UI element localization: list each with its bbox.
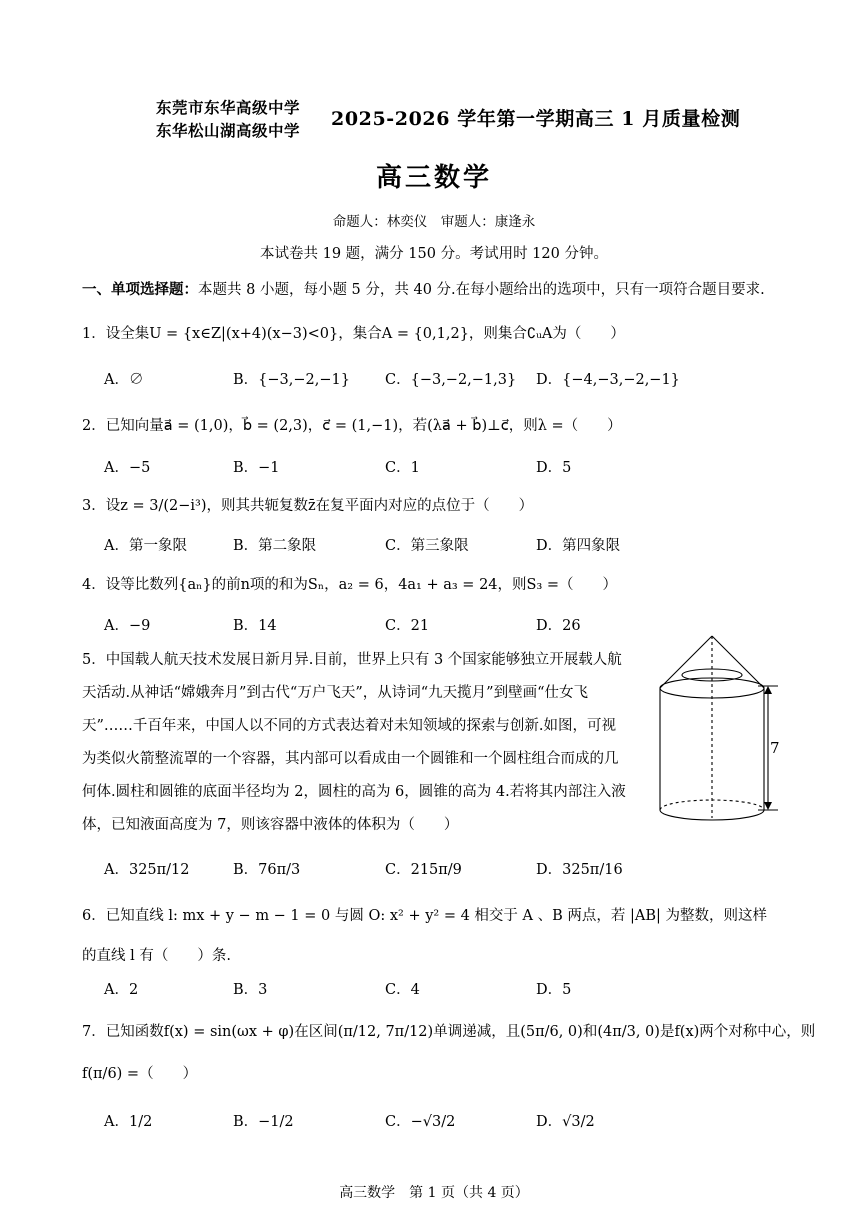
section-heading bbox=[82, 278, 765, 299]
question-4-option-d: D．26 bbox=[536, 618, 581, 634]
question-3-option-b: B．第二象限 bbox=[233, 538, 317, 554]
question-2-option-c: C．1 bbox=[385, 460, 420, 476]
subject-title: 高三数学 bbox=[375, 163, 492, 193]
question-2-option-a: A．−5 bbox=[104, 460, 151, 476]
question-4-option-a: A．−9 bbox=[104, 618, 151, 634]
question-7-option-c: C．−√3/2 bbox=[385, 1114, 456, 1130]
section-title: 一、单项选择题： bbox=[82, 281, 198, 298]
question-3-option-c: C．第三象限 bbox=[385, 538, 469, 554]
school-name-1: 东莞市东华高级中学 bbox=[156, 98, 301, 117]
question-6-option-d: D．5 bbox=[536, 982, 572, 998]
question-1-option-d: D．{−4,−3,−2,−1} bbox=[536, 372, 680, 388]
section-description: 本题共 8 小题，每小题 5 分，共 40 分.在每小题给出的选项中，只有一项符合题目要求. bbox=[198, 282, 765, 298]
question-2-stem: 2．已知向量a⃗ = (1,0)，b⃗ = (2,3)，c⃗ = (1,−1)，若(λa⃗ + b⃗)⊥c⃗，则λ =（ ） bbox=[82, 418, 622, 434]
school-name-2: 东华松山湖高级中学 bbox=[156, 121, 301, 140]
question-5-option-c: C．215π/9 bbox=[385, 862, 462, 878]
question-4-option-b: B．14 bbox=[233, 618, 277, 634]
question-6-option-c: C．4 bbox=[385, 982, 420, 998]
question-6-option-b: B．3 bbox=[233, 982, 268, 998]
question-2-option-b: B．−1 bbox=[233, 460, 280, 476]
question-7-option-b: B．−1/2 bbox=[233, 1114, 294, 1130]
question-1-option-a: A．∅ bbox=[104, 372, 144, 388]
question-7-option-d: D．√3/2 bbox=[536, 1114, 595, 1130]
question-3-stem: 3．设z = 3/(2−i³)，则其共轭复数z̄在复平面内对应的点位于（ ） bbox=[82, 498, 534, 514]
cone-cylinder-figure bbox=[650, 630, 790, 830]
question-1-option-b: B．{−3,−2,−1} bbox=[233, 372, 350, 388]
page-footer: 高三数学 第 1 页（共 4 页） bbox=[339, 1185, 529, 1201]
question-5-line: 何体.圆柱和圆锥的底面半径均为 2，圆柱的高为 6，圆锥的高为 4.若将其内部注入液 bbox=[82, 784, 626, 800]
exam-title: 2025-2026 学年第一学期高三 1 月质量检测 bbox=[331, 108, 741, 130]
question-5-option-d: D．325π/16 bbox=[536, 862, 623, 878]
question-7-line-2: f(π/6) =（ ） bbox=[82, 1066, 198, 1082]
question-7-line-1: 7．已知函数f(x) = sin(ωx + φ)在区间(π/12, 7π/12)单调递减，且(5π/6, 0)和(4π/3, 0)是f(x)两个对称中心，则 bbox=[82, 1024, 816, 1040]
question-5-option-b: B．76π/3 bbox=[233, 862, 301, 878]
author-line: 命题人：林奕仪 审题人：康逢永 bbox=[332, 214, 536, 230]
question-5-line: 5．中国载人航天技术发展日新月异.目前，世界上只有 3 个国家能够独立开展载人航 bbox=[82, 652, 622, 668]
question-6-line-2: 的直线 l 有（ ）条. bbox=[82, 948, 231, 964]
question-3-option-d: D．第四象限 bbox=[536, 538, 621, 554]
question-5-line: 为类似火箭整流罩的一个容器，其内部可以看成由一个圆锥和一个圆柱组合而成的几 bbox=[82, 751, 619, 767]
question-1-stem: 1．设全集U = {x∈Z|(x+4)(x−3)<0}，集合A = {0,1,2}，则集合∁ᵤA为（ ） bbox=[82, 326, 625, 342]
question-4-option-c: C．21 bbox=[385, 618, 430, 634]
question-5-option-a: A．325π/12 bbox=[104, 862, 190, 878]
exam-note: 本试卷共 19 题，满分 150 分。考试用时 120 分钟。 bbox=[260, 246, 608, 262]
question-4-stem: 4．设等比数列{aₙ}的前n项的和为Sₙ，a₂ = 6，4a₁ + a₃ = 24，则S₃ =（ ） bbox=[82, 577, 618, 593]
figure-height-label: 7 bbox=[770, 739, 780, 757]
question-5-line: 天”……千百年来，中国人以不同的方式表达着对未知领域的探索与创新.如图，可视 bbox=[82, 718, 617, 734]
question-5-line: 天活动.从神话“嫦娥奔月”到古代“万户飞天”，从诗词“九天揽月”到壁画“仕女飞 bbox=[82, 685, 588, 701]
question-1-option-c: C．{−3,−2,−1,3} bbox=[385, 372, 517, 388]
question-2-option-d: D．5 bbox=[536, 460, 572, 476]
question-6-option-a: A．2 bbox=[104, 982, 139, 998]
question-7-option-a: A．1/2 bbox=[104, 1114, 153, 1130]
question-3-option-a: A．第一象限 bbox=[104, 538, 187, 554]
question-5-line: 体，已知液面高度为 7，则该容器中液体的体积为（ ） bbox=[82, 817, 459, 833]
question-5-stem bbox=[82, 644, 647, 842]
question-6-line-1: 6．已知直线 l: mx + y − m − 1 = 0 与圆 O: x² + y² = 4 相交于 A 、B 两点，若 |AB| 为整数，则这样 bbox=[82, 908, 767, 924]
